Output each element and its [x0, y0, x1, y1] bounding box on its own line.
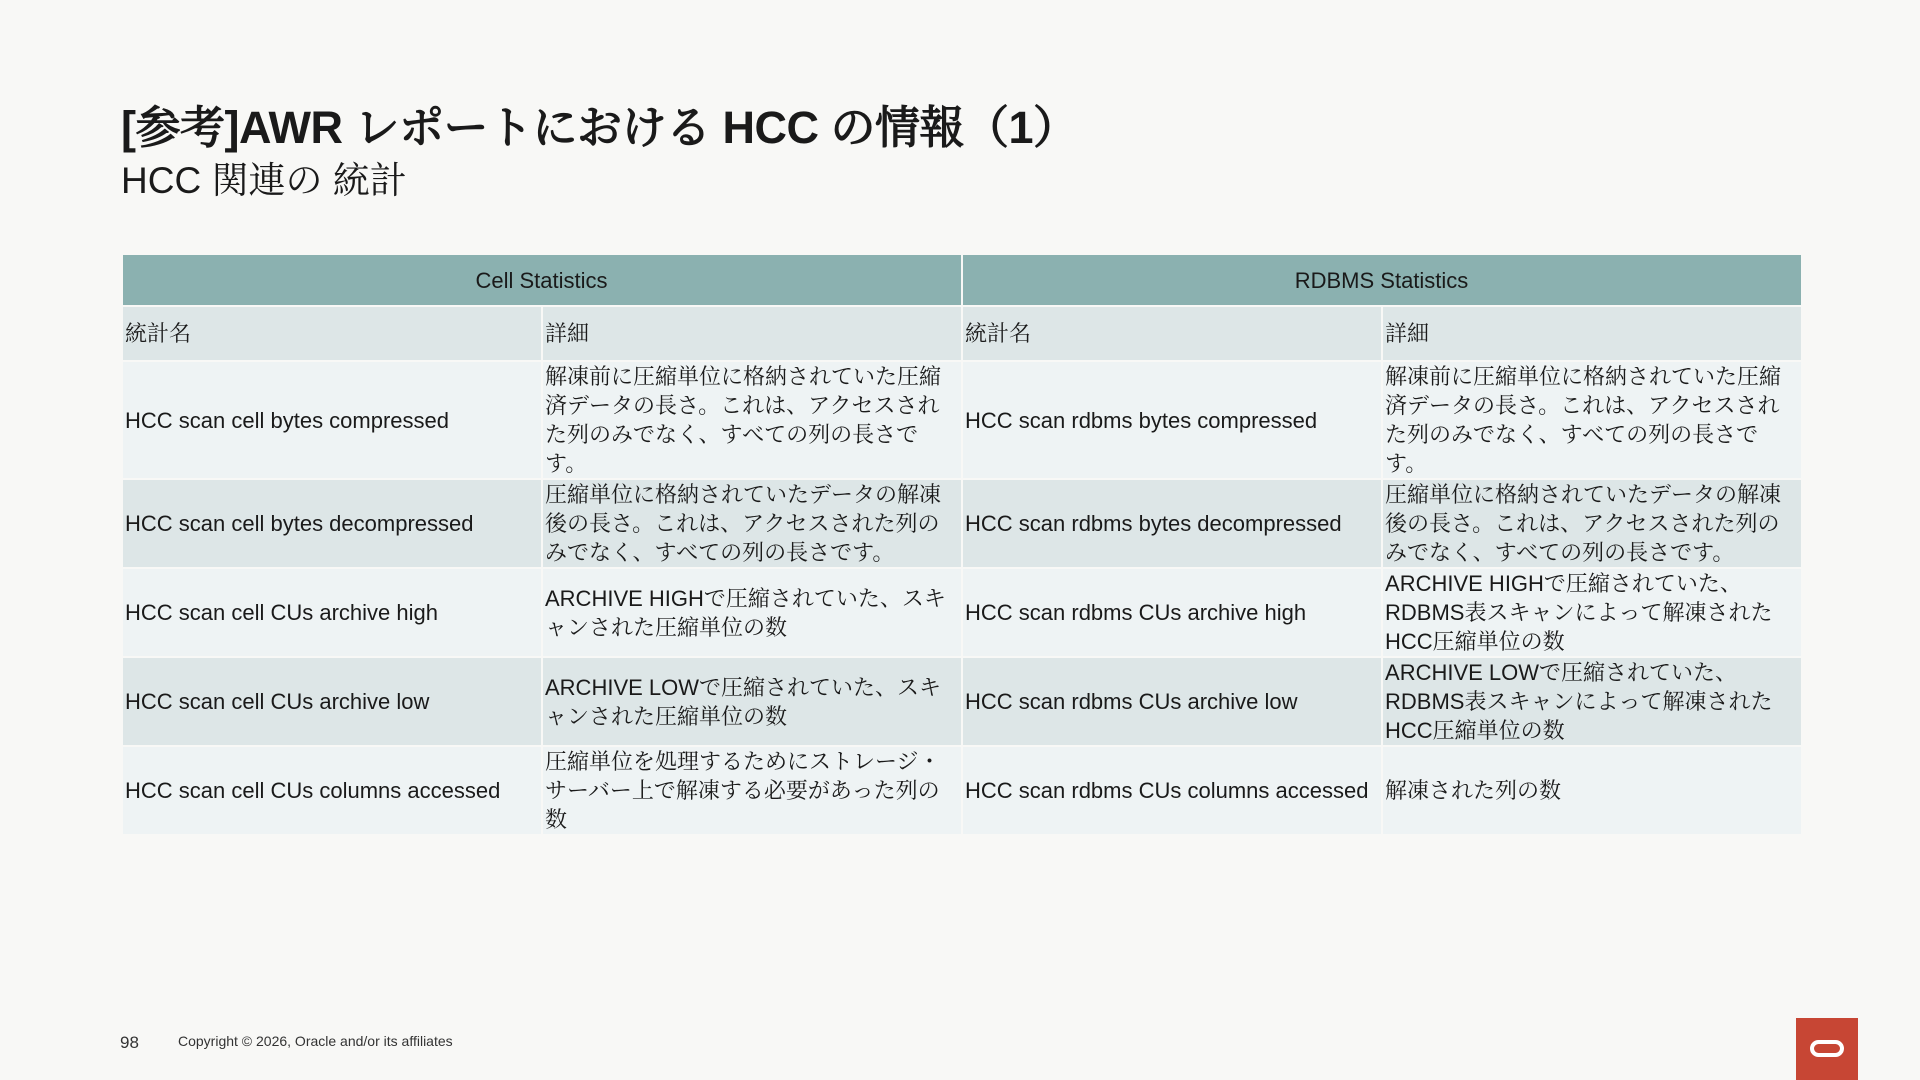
- cell-stat-name: HCC scan cell CUs columns accessed: [122, 746, 542, 835]
- column-header-cell-stat-name: 統計名: [122, 306, 542, 361]
- page-subtitle: HCC 関連の 統計: [121, 160, 407, 201]
- rdbms-stat-name: HCC scan rdbms bytes compressed: [962, 361, 1382, 479]
- rdbms-stat-detail: 解凍された列の数: [1382, 746, 1802, 835]
- cell-stat-name: HCC scan cell bytes compressed: [122, 361, 542, 479]
- cell-stat-detail: 解凍前に圧縮単位に格納されていた圧縮済データの長さ。これは、アクセスされた列のみでなく、すべての列の長さです。: [542, 361, 962, 479]
- group-header-rdbms-statistics: RDBMS Statistics: [962, 254, 1802, 306]
- cell-stat-name: HCC scan cell CUs archive high: [122, 568, 542, 657]
- page-number: 98: [120, 1033, 139, 1052]
- column-header-cell-detail: 詳細: [542, 306, 962, 361]
- hcc-statistics-table: [121, 253, 1803, 836]
- rdbms-stat-detail: 解凍前に圧縮単位に格納されていた圧縮済データの長さ。これは、アクセスされた列のみでなく、すべての列の長さです。: [1382, 361, 1802, 479]
- cell-stat-name: HCC scan cell bytes decompressed: [122, 479, 542, 568]
- table-column-header-row: [122, 306, 1802, 361]
- table-row: [122, 657, 1802, 746]
- copyright-text: Copyright © 2026, Oracle and/or its affiliates: [178, 1033, 453, 1049]
- page-title: [参考]AWR レポートにおける HCC の情報（1）: [121, 102, 1078, 153]
- cell-stat-detail: ARCHIVE LOWで圧縮されていた、スキャンされた圧縮単位の数: [542, 657, 962, 746]
- rdbms-stat-name: HCC scan rdbms bytes decompressed: [962, 479, 1382, 568]
- table-row: [122, 479, 1802, 568]
- rdbms-stat-detail: ARCHIVE HIGHで圧縮されていた、RDBMS表スキャンによって解凍されたHCC圧縮単位の数: [1382, 568, 1802, 657]
- rdbms-stat-name: HCC scan rdbms CUs columns accessed: [962, 746, 1382, 835]
- cell-stat-detail: 圧縮単位に格納されていたデータの解凍後の長さ。これは、アクセスされた列のみでなく、すべての列の長さです。: [542, 479, 962, 568]
- table-row: [122, 568, 1802, 657]
- cell-stat-detail: ARCHIVE HIGHで圧縮されていた、スキャンされた圧縮単位の数: [542, 568, 962, 657]
- table-group-header-row: [122, 254, 1802, 306]
- rdbms-stat-name: HCC scan rdbms CUs archive low: [962, 657, 1382, 746]
- column-header-rdbms-stat-name: 統計名: [962, 306, 1382, 361]
- cell-stat-name: HCC scan cell CUs archive low: [122, 657, 542, 746]
- column-header-rdbms-detail: 詳細: [1382, 306, 1802, 361]
- group-header-cell-statistics: Cell Statistics: [122, 254, 962, 306]
- cell-stat-detail: 圧縮単位を処理するためにストレージ・サーバー上で解凍する必要があった列の数: [542, 746, 962, 835]
- table-row: [122, 361, 1802, 479]
- table-row: [122, 746, 1802, 835]
- rdbms-stat-detail: ARCHIVE LOWで圧縮されていた、RDBMS表スキャンによって解凍されたHCC圧縮単位の数: [1382, 657, 1802, 746]
- rdbms-stat-detail: 圧縮単位に格納されていたデータの解凍後の長さ。これは、アクセスされた列のみでなく、すべての列の長さです。: [1382, 479, 1802, 568]
- rdbms-stat-name: HCC scan rdbms CUs archive high: [962, 568, 1382, 657]
- oracle-logo-oval: [1810, 1040, 1844, 1057]
- oracle-logo-icon: [1796, 1018, 1858, 1080]
